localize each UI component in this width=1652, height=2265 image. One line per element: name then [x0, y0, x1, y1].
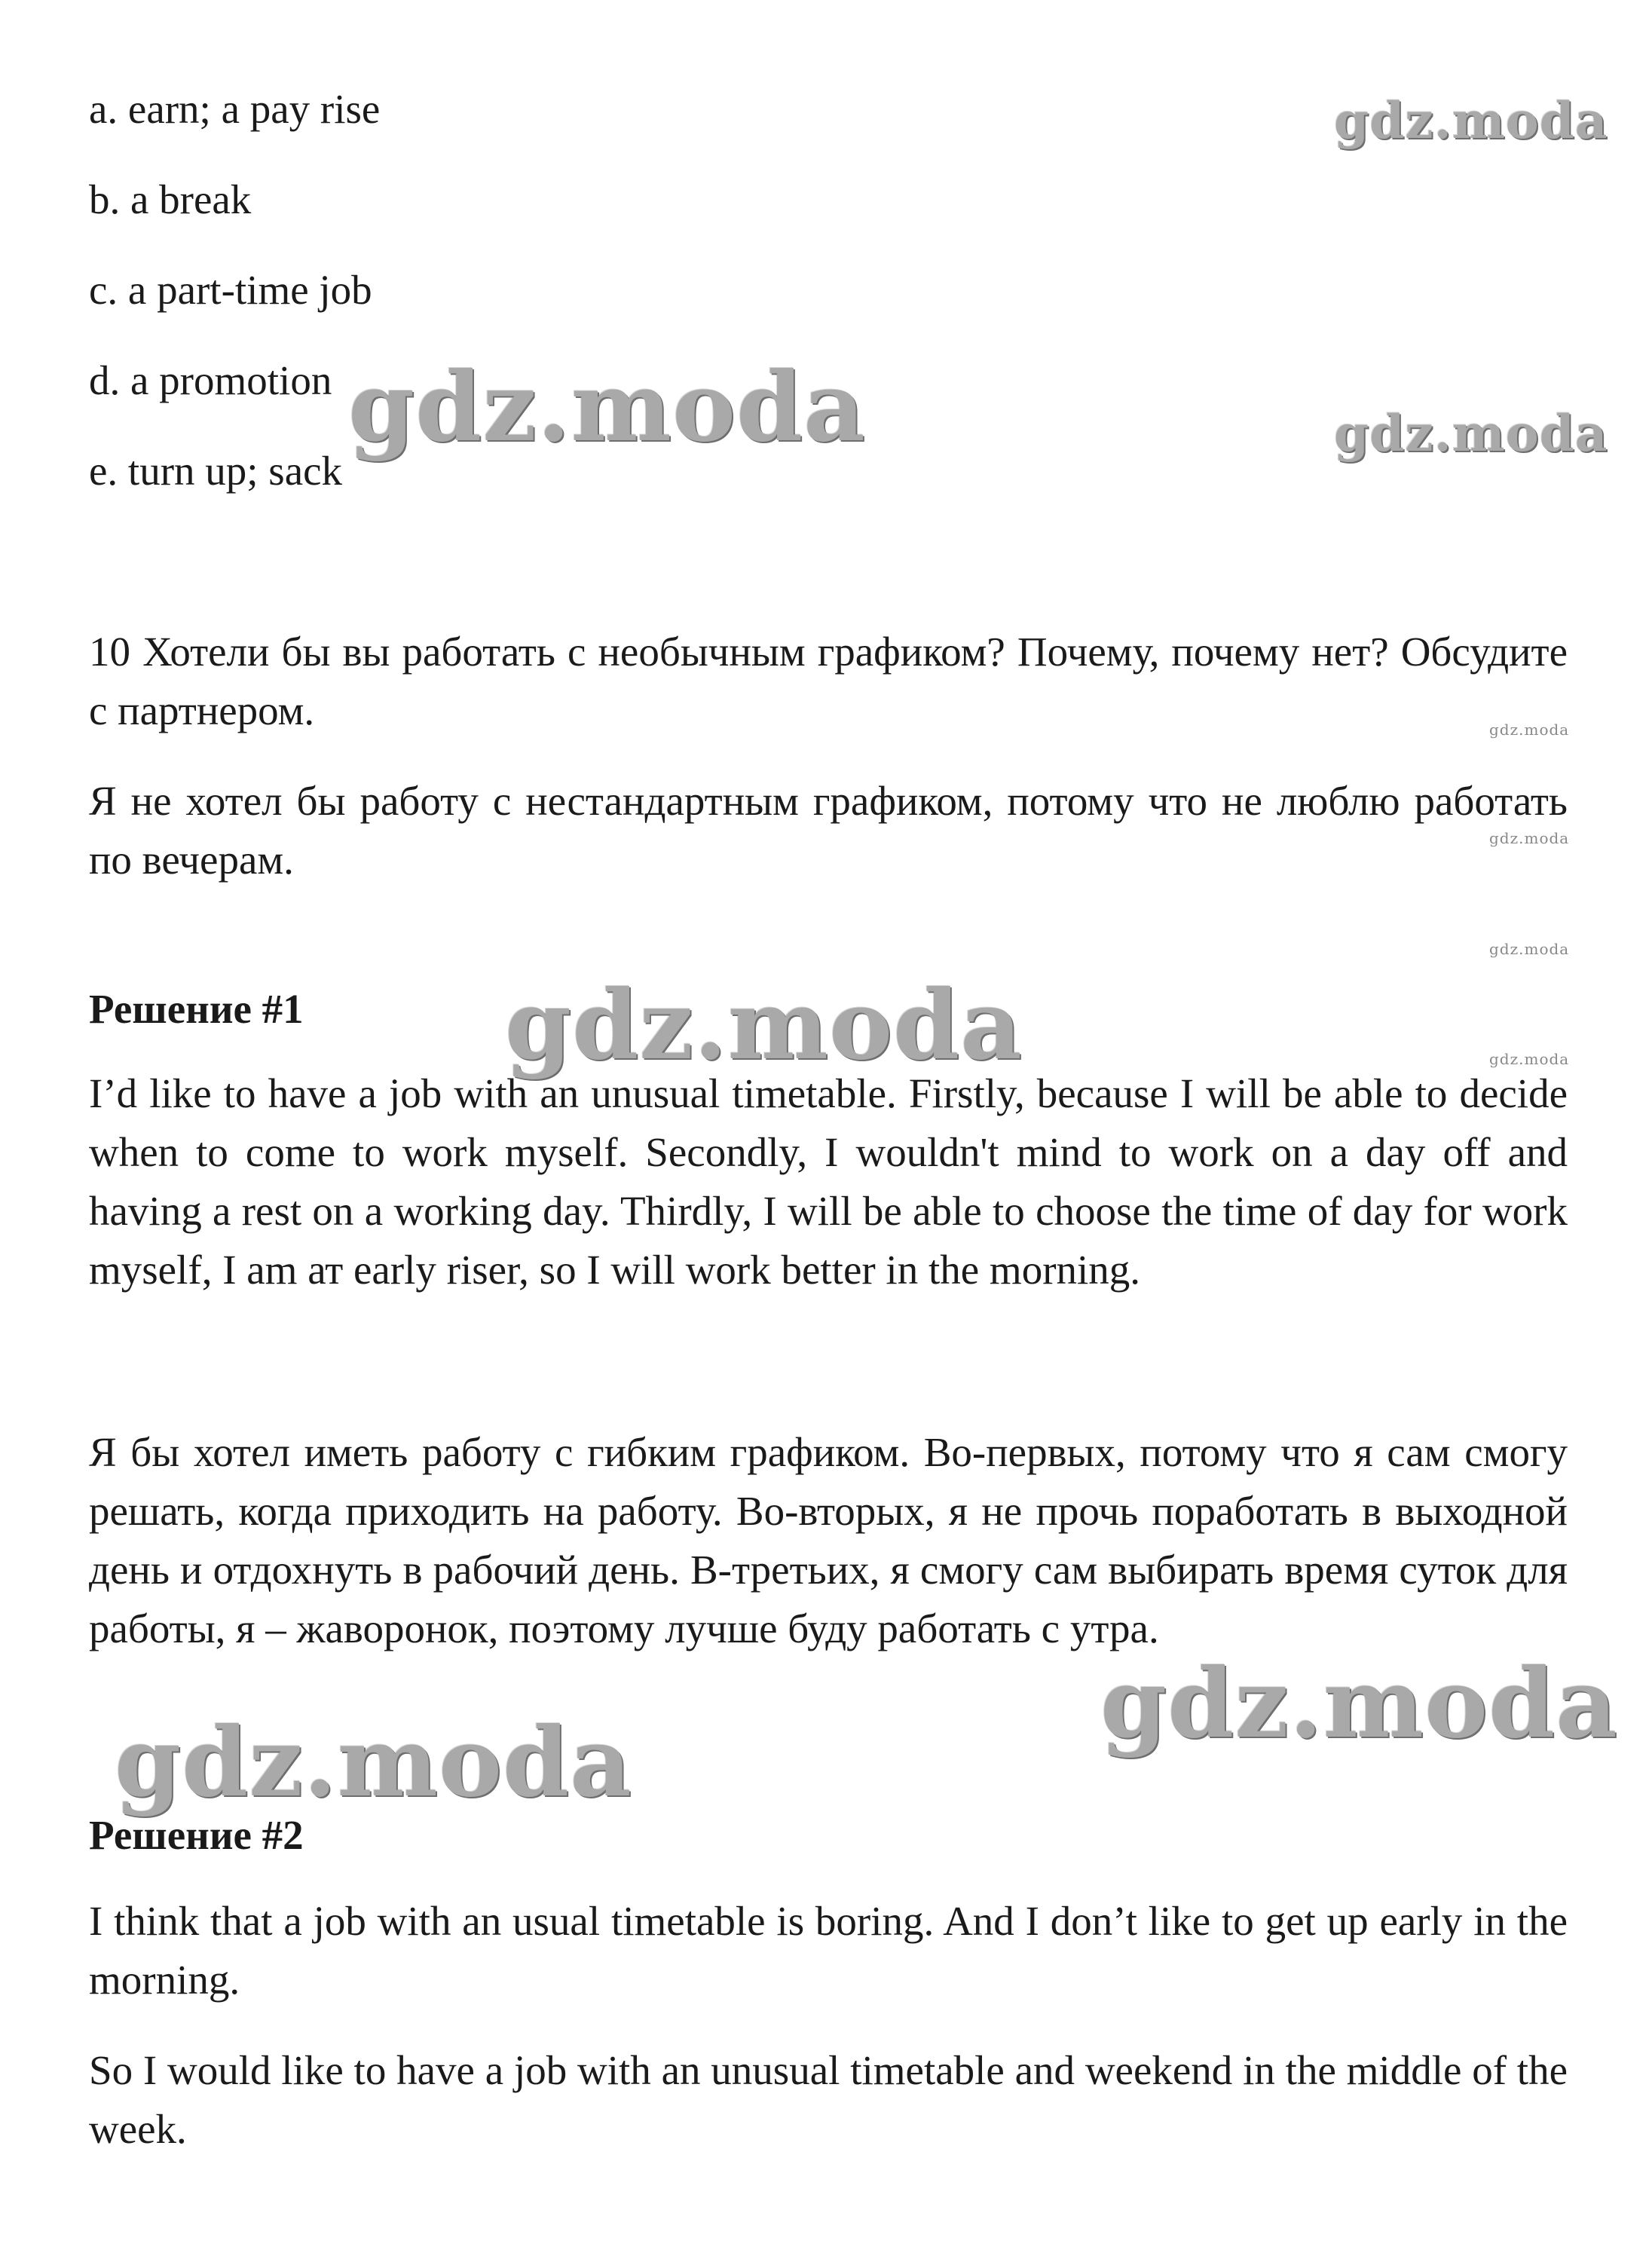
watermark-logo: gdz.moda [348, 351, 866, 463]
watermark-logo: gdz.moda [1100, 1648, 1618, 1759]
answer-a: a. earn; a pay rise [89, 86, 381, 132]
watermark-logo: gdz.moda [1334, 91, 1608, 150]
answer-b: b. a break [89, 176, 252, 222]
solution2-paragraph1: I think that a job with an usual timetable is boring. And I don’t like to get up early in the morning. [89, 1898, 1568, 2003]
watermark-logo: gdz.moda [1489, 1050, 1570, 1068]
task10-question: 10 Хотели бы вы работать с необычным графиком? Почему, почему нет? Обсудите с партнером. [89, 629, 1568, 733]
task10-answer: Я не хотел бы работу с нестандартным графиком, потому что не люблю работать по вечерам. [89, 778, 1568, 883]
answer-c: c. a part-time job [89, 267, 372, 313]
answer-e: e. turn up; sack [89, 448, 343, 494]
watermark-logo: gdz.moda [1489, 940, 1570, 958]
watermark-logo: gdz.moda [1334, 404, 1608, 463]
solution2-heading: Решение #2 [89, 1812, 304, 1858]
watermark-logo: gdz.moda [115, 1706, 632, 1818]
watermark-logo: gdz.moda [1489, 829, 1570, 847]
answer-d: d. a promotion [89, 357, 332, 403]
solution1-english: I’d like to have a job with an unusual timetable. Firstly, because I will be able to decide when to come to work myself. Secondly, I wouldn't mind to work on a day off and having a rest on a working day. Thirdly, I will be able to choose the time of day for work myself, I am ат early riser, so I will work better in the morning. [89, 1070, 1568, 1293]
solution1-heading: Решение #1 [89, 986, 304, 1032]
watermark-logo: gdz.moda [505, 969, 1023, 1081]
watermark-logo: gdz.moda [1489, 721, 1570, 739]
solution1-russian: Я бы хотел иметь работу с гибким графиком. Во-первых, потому что я сам смогу решать, когда приходить на работу. Во-вторых, я не прочь поработать в выходной день и отдохнуть в рабочий день. В-третьих, я смогу сам выбирать время суток для работы, я – жаворонок, поэтому лучше буду работать с утра. [89, 1429, 1568, 1651]
solution2-paragraph2: So I would like to have a job with an unusual timetable and weekend in the middle of the week. [89, 2047, 1568, 2152]
